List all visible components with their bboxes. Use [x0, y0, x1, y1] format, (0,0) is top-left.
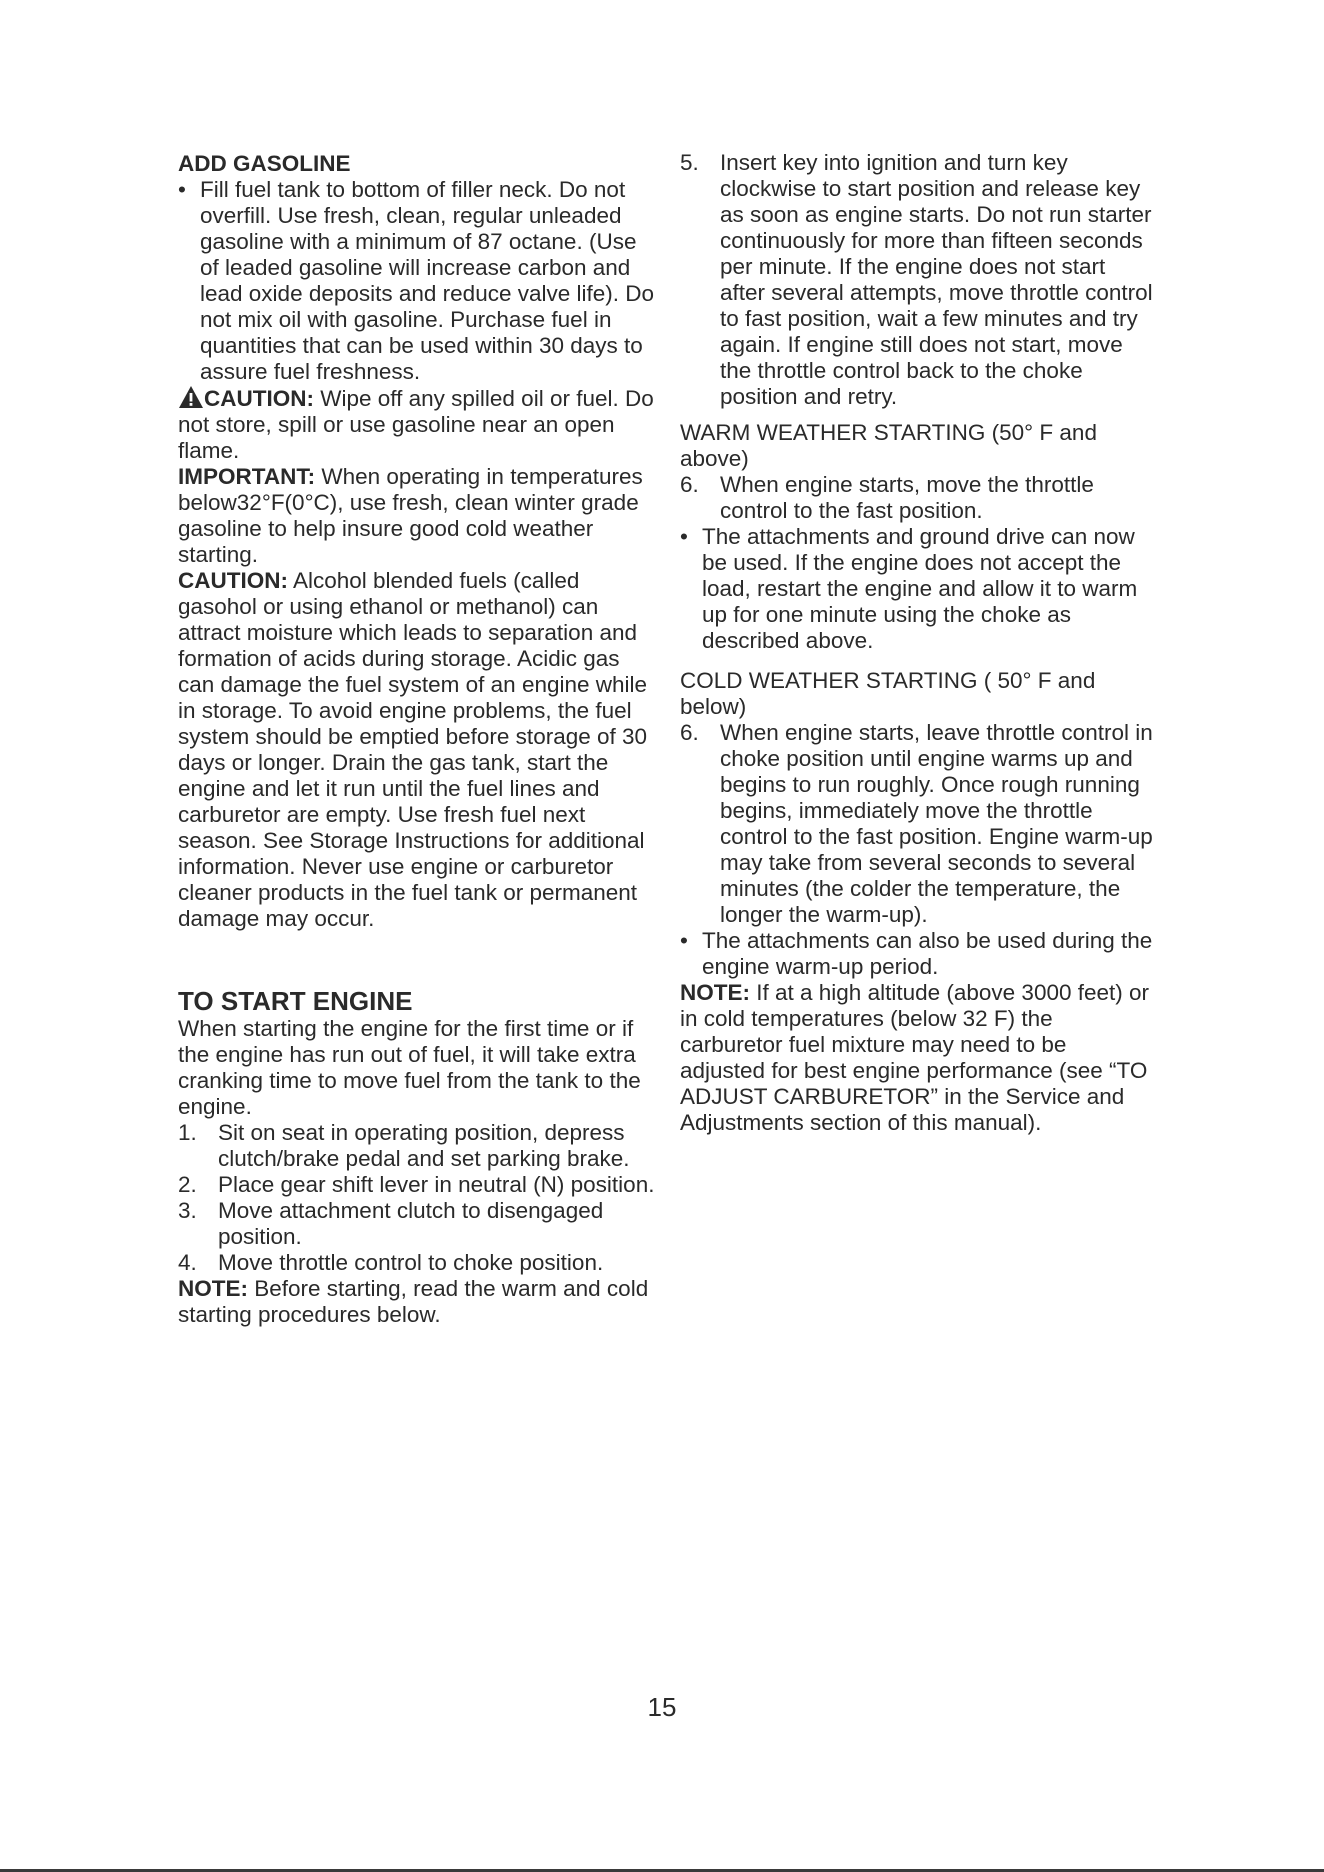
caution2-label: CAUTION: — [178, 568, 288, 593]
step-text: Sit on seat in operating position, depress clutch/brake pedal and set parking brake. — [218, 1120, 630, 1171]
step-text: Place gear shift lever in neutral (N) position. — [218, 1172, 655, 1197]
note-text: If at a high altitude (above 3000 feet) or in cold temperatures (below 32 F) the carburetor fuel mixture may need to be adjusted for best engine performance (see “TO ADJUST CARBURETOR” in the Service and Adjustments section of this manual). — [680, 980, 1150, 1135]
step-text: Move throttle control to choke position. — [218, 1250, 604, 1275]
step-item — [680, 472, 1155, 524]
warning-triangle-icon — [178, 385, 204, 409]
step-text: When engine starts, move the throttle control to the fast position. — [720, 472, 1094, 523]
warm-bullet-text: The attachments and ground drive can now be used. If the engine does not accept the load, restart the engine and allow it to warm up for one minute using the choke as described above. — [702, 524, 1138, 653]
important-label: IMPORTANT: — [178, 464, 316, 489]
warm-bullet-item — [680, 524, 1155, 654]
step-text: Insert key into ignition and turn key clockwise to start position and release key as soon as engine starts. Do not run starter continuously for more than fifteen seconds per minute. If the engine does not start after several attempts, move throttle control to fast position, wait a few minutes and try again. If engine still does not start, move the throttle control back to the choke position and retry. — [720, 150, 1153, 409]
caution-label: CAUTION: — [204, 386, 314, 411]
fuel-bullet-item — [178, 177, 658, 385]
caution-paragraph — [178, 385, 658, 464]
right-column — [680, 150, 1155, 1136]
step-text: When engine starts, leave throttle control in choke position until engine warms up and begins to run roughly. Once rough running begins, immediately move the throttle control to the fast position. Engine warm-up may take from several seconds to several minutes (the colder the temperature, the longer the warm-up). — [720, 720, 1153, 927]
page-number: 15 — [647, 1692, 677, 1722]
step-number: 5. — [680, 150, 699, 175]
important-text: When operating in temperatures below32°F(0°C), use fresh, clean winter grade gasoline to help insure good cold weather starting. — [178, 464, 643, 567]
bullet-mark: • — [680, 928, 688, 953]
cold-bullet-item — [680, 928, 1155, 980]
step-item — [178, 1172, 658, 1198]
bullet-mark: • — [178, 177, 186, 202]
note-text: Before starting, read the warm and cold starting procedures below. — [178, 1276, 649, 1327]
step-item — [680, 720, 1155, 928]
step-item — [178, 1120, 658, 1172]
add-gasoline-heading: ADD GASOLINE — [178, 151, 351, 176]
step-text: Move attachment clutch to disengaged position. — [218, 1198, 604, 1249]
altitude-note — [680, 980, 1155, 1136]
start-note — [178, 1276, 658, 1328]
left-column — [178, 150, 658, 1328]
important-paragraph — [178, 464, 658, 568]
step-number: 4. — [178, 1250, 197, 1275]
note-label: NOTE: — [178, 1276, 248, 1301]
step-number: 6. — [680, 472, 699, 497]
alcohol-caution-paragraph — [178, 568, 658, 932]
caution-text: Wipe off any spilled oil or fuel. Do not store, spill or use gasoline near an open flame. — [178, 386, 654, 463]
cold-weather-heading: COLD WEATHER STARTING ( 50° F and below) — [680, 668, 1096, 719]
cold-bullet-text: The attachments can also be used during the engine warm-up period. — [702, 928, 1153, 979]
step-item — [178, 1250, 658, 1276]
note-label: NOTE: — [680, 980, 750, 1005]
start-engine-heading: TO START ENGINE — [178, 986, 413, 1016]
step-number: 3. — [178, 1198, 197, 1223]
step-number: 6. — [680, 720, 699, 745]
step-item — [680, 150, 1155, 410]
step-item — [178, 1198, 658, 1250]
start-intro: When starting the engine for the first time or if the engine has run out of fuel, it will take extra cranking time to move fuel from the tank to the engine. — [178, 1016, 641, 1119]
warm-weather-heading: WARM WEATHER STARTING (50° F and above) — [680, 420, 1097, 471]
fuel-bullet-text: Fill fuel tank to bottom of filler neck. Do not overfill. Use fresh, clean, regular unleaded gasoline with a minimum of 87 octane. (Use of leaded gasoline will increase carbon and lead oxide deposits and reduce valve life). Do not mix oil with gasoline. Purchase fuel in quantities that can be used within 30 days to assure fuel freshness. — [200, 177, 655, 384]
step-number: 2. — [178, 1172, 197, 1197]
step-number: 1. — [178, 1120, 197, 1145]
bullet-mark: • — [680, 524, 688, 549]
caution2-text: Alcohol blended fuels (called gasohol or using ethanol or methanol) can attract moisture which leads to separation and formation of acids during storage. Acidic gas can damage the fuel system of an engine while in storage. To avoid engine problems, the fuel system should be emptied before storage of 30 days or longer. Drain the gas tank, start the engine and let it run until the fuel lines and carburetor are empty. Use fresh fuel next season. See Storage Instructions for additional information. Never use engine or carburetor cleaner products in the fuel tank or permanent damage may occur. — [178, 568, 648, 931]
